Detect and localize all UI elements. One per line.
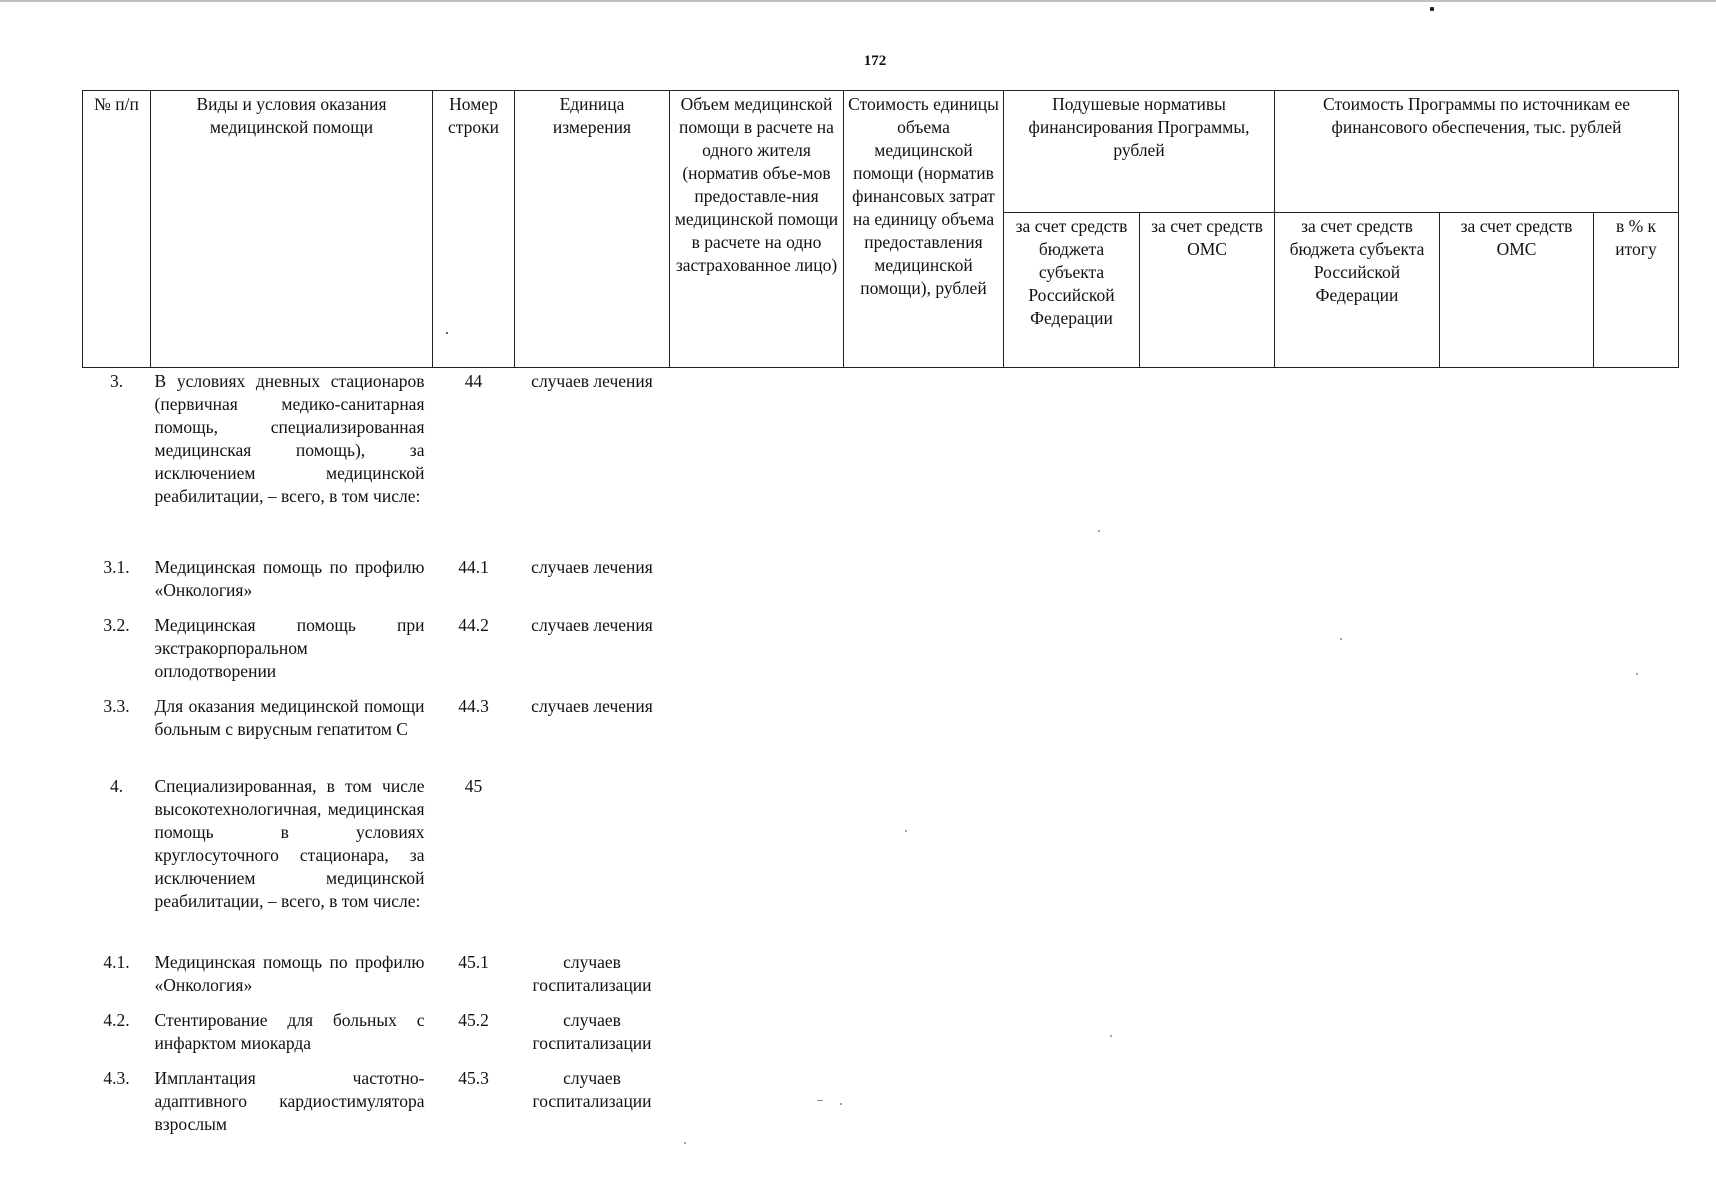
header-program-percent: в % к итогу	[1594, 213, 1679, 368]
table-header	[83, 91, 1679, 368]
scan-speck	[1430, 7, 1434, 11]
row-number: 4.3.	[103, 1067, 130, 1088]
row-line: 45.3	[458, 1067, 489, 1088]
scan-speck	[840, 1103, 842, 1105]
row-name: Для оказания медицинской помощи больным с вирусным гепатитом С	[154, 695, 425, 739]
row-unit: случаев госпитализации	[532, 1009, 652, 1053]
row-number: 3.1.	[103, 556, 130, 577]
table-row	[83, 951, 1679, 1009]
row-unit: случаев госпитализации	[532, 951, 652, 995]
row-unit: случаев лечения	[531, 614, 653, 635]
row-line: 45	[464, 775, 483, 796]
scan-speck	[905, 830, 907, 832]
header-program-cost: Стоимость Программы по источникам ее финансового обеспечения, тыс. рублей	[1275, 91, 1679, 213]
row-number: 3.2.	[103, 614, 130, 635]
table-row	[83, 1067, 1679, 1137]
row-unit: случаев лечения	[531, 371, 653, 391]
page-number: 172	[863, 53, 887, 69]
row-name: Медицинская помощь по профилю «Онкология»	[154, 556, 425, 600]
row-unit: случаев лечения	[531, 695, 653, 716]
row-unit: случаев госпитализации	[532, 1067, 652, 1111]
row-line: 45.2	[458, 1009, 489, 1030]
row-number: 4.1.	[103, 951, 130, 972]
header-per-capita: Подушевые нормативы финансирования Программы, рублей	[1004, 91, 1275, 213]
table-row	[83, 695, 1679, 775]
table-row	[83, 614, 1679, 695]
table-body	[83, 368, 1679, 1137]
header-program-oms: за счет средств ОМС	[1440, 213, 1594, 368]
row-number: 3.	[109, 371, 124, 391]
row-line: 44.3	[458, 695, 489, 716]
row-line: 45.1	[458, 951, 489, 972]
row-name: Имплантация частотно-адаптивного кардиостимулятора взрослым	[154, 1067, 425, 1134]
scan-speck	[1110, 1035, 1112, 1037]
row-unit	[515, 775, 670, 951]
header-cost: Стоимость единицы объема медицинской помощи (норматив финансовых затрат на единицу объема предоставления медицинской помощи), рублей	[844, 91, 1004, 368]
row-name: Медицинская помощь при экстракорпоральном оплодотворении	[154, 614, 425, 681]
row-line: 44.2	[458, 614, 489, 635]
scan-speck	[1636, 673, 1638, 675]
header-program-budget: за счет средств бюджета субъекта Российской Федерации	[1275, 213, 1440, 368]
header-line: Номер строки	[433, 91, 515, 368]
header-per-capita-budget: за счет средств бюджета субъекта Российской Федерации	[1004, 213, 1140, 368]
scan-speck	[684, 1142, 686, 1144]
page-top-rule	[0, 0, 1716, 2]
table-row	[83, 556, 1679, 614]
header-volume: Объем медицинской помощи в расчете на одного жителя (норматив объе-мов предоставле-ния медицинской помощи в расчете на одно застрахованное лицо)	[670, 91, 844, 368]
table-row	[83, 368, 1679, 556]
table-row	[83, 775, 1679, 951]
financing-table	[82, 90, 1679, 1137]
row-name: Специализированная, в том числе высокотехнологичная, медицинская помощь в условиях круглосуточного стационара, за исключением медицинской реабилитации, – всего, в том числе:	[154, 775, 425, 911]
header-no: № п/п	[83, 91, 151, 368]
row-name: В условиях дневных стационаров (первичная медико-санитарная помощь, специализированная медицинская помощь), за исключением медицинской реабилитации, – всего, в том числе:	[154, 371, 425, 506]
row-name: Медицинская помощь по профилю «Онкология»	[154, 951, 425, 995]
scan-speck	[446, 332, 448, 334]
row-name: Стентирование для больных с инфарктом миокарда	[154, 1009, 425, 1053]
header-per-capita-oms: за счет средств ОМС	[1140, 213, 1275, 368]
scan-speck	[817, 1100, 823, 1101]
table-row	[83, 1009, 1679, 1067]
row-number: 3.3.	[103, 695, 130, 716]
row-number: 4.	[109, 775, 124, 796]
header-type: Виды и условия оказания медицинской помощи	[151, 91, 433, 368]
row-line: 44	[464, 371, 483, 391]
row-number: 4.2.	[103, 1009, 130, 1030]
header-unit: Единица измерения	[515, 91, 670, 368]
row-unit: случаев лечения	[531, 556, 653, 577]
scan-speck	[1340, 638, 1342, 640]
row-line: 44.1	[458, 556, 489, 577]
scan-speck	[1098, 530, 1100, 532]
